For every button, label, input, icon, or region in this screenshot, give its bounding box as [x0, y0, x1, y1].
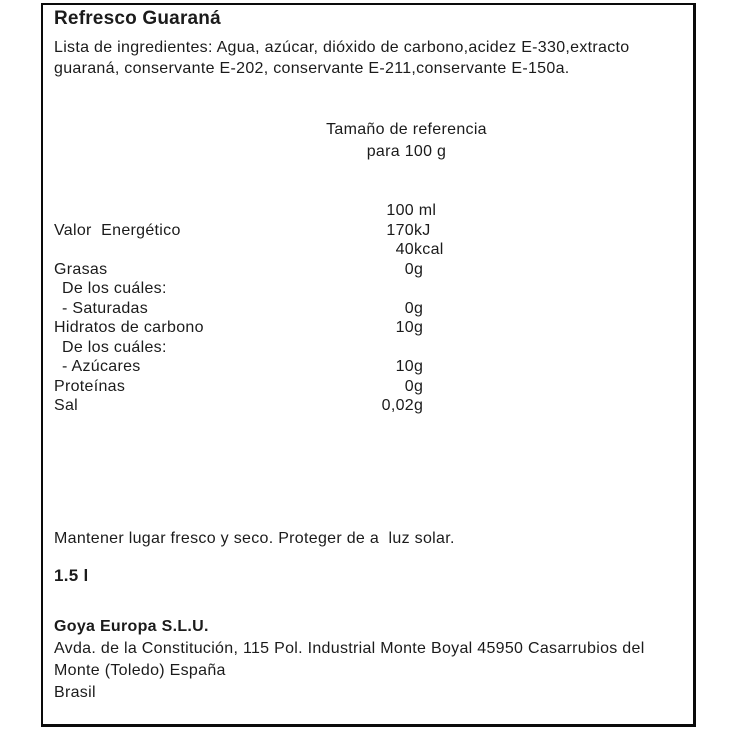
- nutrition-row: [54, 318, 685, 338]
- nutrient-name: Hidratos de carbono: [54, 319, 204, 336]
- nutrient-amount: 10: [395, 319, 414, 336]
- nutrient-amount: 40: [395, 241, 414, 258]
- nutrient-unit: g: [414, 358, 424, 375]
- serving-reference: [128, 119, 685, 163]
- nutrition-row: [54, 338, 685, 358]
- nutrient-name: Valor Energético: [54, 221, 181, 239]
- manufacturer-address-line-2: Monte (Toledo) España: [54, 661, 226, 679]
- ingredients-list: [54, 37, 685, 79]
- nutrient-name: - Azúcares: [62, 358, 141, 375]
- nutrient-unit: kcal: [414, 241, 444, 258]
- nutrient-unit: g: [414, 397, 424, 414]
- product-title: Refresco Guaraná: [54, 8, 221, 29]
- nutrient-amount: 100: [386, 202, 414, 219]
- nutrient-amount: 0,02: [381, 397, 414, 414]
- ingredients-line-1: Lista de ingredientes: Agua, azúcar, dióxido de carbono,acidez E-330,extracto: [54, 39, 630, 56]
- nutrition-row: [54, 396, 685, 416]
- nutrient-unit: [414, 338, 685, 358]
- nutrient-unit: kJ: [414, 221, 431, 239]
- nutrient-name: Proteínas: [54, 377, 126, 395]
- nutrient-amount: [334, 279, 414, 299]
- nutrient-name: De los cuáles:: [62, 280, 167, 297]
- nutrition-row: [54, 221, 685, 241]
- nutrient-name: - Saturadas: [62, 299, 149, 317]
- nutrient-amount: 0: [404, 299, 414, 317]
- nutrition-row: [54, 377, 685, 397]
- nutrition-row: [54, 240, 685, 260]
- nutrition-row: [54, 260, 685, 280]
- nutrient-amount: 0: [404, 377, 414, 395]
- nutrient-name: [54, 201, 334, 221]
- nutrient-unit: g: [414, 377, 424, 395]
- nutrient-amount: [334, 338, 414, 358]
- nutrient-unit: g: [414, 319, 424, 336]
- nutrient-unit: [414, 279, 685, 299]
- nutrient-amount: 170: [386, 221, 414, 239]
- storage-instructions: Mantener lugar fresco y seco. Proteger de a luz solar.: [54, 529, 455, 547]
- net-volume: 1.5 l: [54, 566, 89, 585]
- nutrition-row: [54, 299, 685, 319]
- nutrient-unit: g: [414, 260, 424, 278]
- nutrition-row: [54, 357, 685, 377]
- nutrient-unit: ml: [414, 202, 437, 219]
- nutrient-name: [54, 240, 334, 260]
- nutrient-name: De los cuáles:: [62, 338, 167, 356]
- manufacturer-info: [54, 616, 685, 704]
- nutrition-row: [54, 201, 685, 221]
- nutrient-name: Grasas: [54, 260, 108, 278]
- nutrition-row: [54, 279, 685, 299]
- manufacturer-country: Brasil: [54, 683, 96, 701]
- serving-reference-line-2: para 100 g: [366, 143, 447, 160]
- ingredients-line-2: guaraná, conservante E-202, conservante E-211,conservante E-150a.: [54, 60, 570, 77]
- serving-reference-line-1: Tamaño de referencia: [326, 121, 487, 138]
- nutrient-unit: g: [414, 299, 424, 317]
- nutrient-amount: 10: [395, 358, 414, 375]
- product-label: [41, 3, 696, 727]
- nutrient-amount: 0: [404, 260, 414, 278]
- nutrition-table: [54, 201, 685, 416]
- nutrient-name: Sal: [54, 397, 79, 414]
- manufacturer-name: Goya Europa S.L.U.: [54, 617, 209, 635]
- manufacturer-address-line-1: Avda. de la Constitución, 115 Pol. Industrial Monte Boyal 45950 Casarrubios del: [54, 639, 645, 657]
